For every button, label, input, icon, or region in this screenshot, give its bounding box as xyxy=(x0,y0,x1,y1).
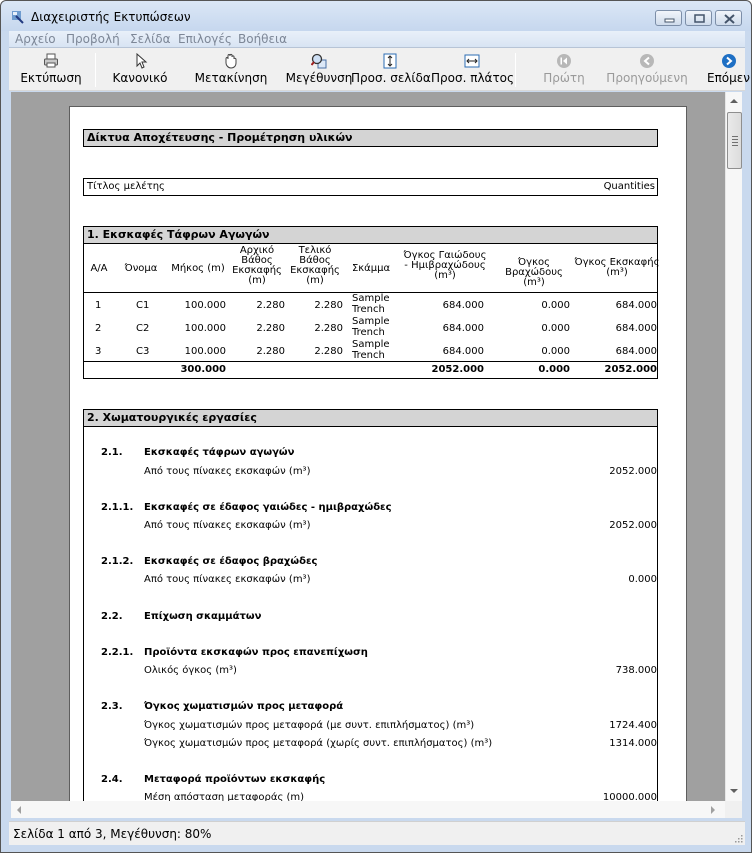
total-excavation: 2052.000 xyxy=(604,364,657,375)
study-title-value: Quantities xyxy=(603,181,655,192)
section2-title: 2. Χωματουργικές εργασίες xyxy=(83,409,658,427)
close-icon xyxy=(716,11,743,27)
line-value: 2052.000 xyxy=(609,466,657,477)
line-label: Όγκος χωματισμών προς μεταφορά (χωρίς συντ. επιπλήσματος) (m³) xyxy=(144,738,493,749)
menu-file[interactable]: Αρχείο xyxy=(15,32,56,46)
maximize-button[interactable] xyxy=(685,10,712,26)
item-number: 2.1. xyxy=(101,447,123,458)
line-value: 2052.000 xyxy=(609,520,657,531)
toolbar-separator xyxy=(515,53,516,87)
previous-page-label: Προηγούμενη xyxy=(606,71,688,85)
col-header-end-depth: Τελικό Βάθος Εκσκαφής (m) xyxy=(290,245,340,286)
line-label: Από τους πίνακες εκσκαφών (m³) xyxy=(144,466,311,477)
item-number: 2.2.1. xyxy=(101,647,134,658)
fit-width-icon xyxy=(464,53,480,69)
menu-view[interactable]: Προβολή xyxy=(66,32,120,46)
scroll-up-arrow-icon[interactable] xyxy=(730,99,738,103)
fit-page-button[interactable] xyxy=(351,48,429,91)
first-page-button[interactable] xyxy=(533,48,595,91)
next-page-icon xyxy=(721,53,737,69)
resize-grip-icon[interactable] xyxy=(733,833,743,843)
item-number: 2.1.1. xyxy=(101,502,134,513)
status-text: Σελίδα 1 από 3, Μεγέθυνση: 80% xyxy=(13,827,212,841)
minimize-icon xyxy=(656,11,683,27)
col-header-aa: Α/Α xyxy=(90,263,108,274)
item-number: 2.4. xyxy=(101,774,123,785)
zoom-label: Μεγέθυνση xyxy=(285,71,353,85)
menu-page[interactable]: Σελίδα xyxy=(130,32,171,46)
status-bar xyxy=(9,821,745,845)
next-page-button[interactable] xyxy=(699,48,752,91)
print-button[interactable] xyxy=(13,48,89,91)
col-header-length: Μήκος (m) xyxy=(171,263,225,274)
line-label: Όγκος χωματισμών προς μεταφορά (με συντ. επιπλήσματος) (m³) xyxy=(144,720,475,731)
report-title: Δίκτυα Αποχέτευσης - Προμέτρηση υλικών xyxy=(83,129,658,147)
scroll-down-arrow-icon[interactable] xyxy=(730,789,738,793)
line-value: 0.000 xyxy=(628,574,657,585)
previous-page-button[interactable] xyxy=(605,48,689,91)
close-button[interactable] xyxy=(715,10,742,26)
horizontal-scrollbar[interactable] xyxy=(11,801,725,818)
preview-viewport[interactable] xyxy=(11,92,725,801)
next-page-label: Επόμεν xyxy=(707,71,750,85)
item-title: Εκσκαφές τάφρων αγωγών xyxy=(144,447,295,458)
window-title: Διαχειριστής Εκτυπώσεων xyxy=(31,10,191,24)
scroll-right-arrow-icon[interactable] xyxy=(711,806,715,814)
item-number: 2.2. xyxy=(101,611,123,622)
previous-page-icon xyxy=(639,53,655,69)
pan-label: Μετακίνηση xyxy=(194,71,268,85)
col-header-excavation-volume: Όγκος Εκσκαφής (m³) xyxy=(574,257,660,278)
normal-label: Κανονικό xyxy=(112,71,168,85)
table-row: 1 C1 100.000 2.280 2.280 Sample Trench 684.000 0.000 684.000 xyxy=(95,293,657,315)
pan-button[interactable] xyxy=(185,48,277,91)
col-header-name: Όνομα xyxy=(124,263,158,274)
table-row: 2 C2 100.000 2.280 2.280 Sample Trench 684.000 0.000 684.000 xyxy=(95,316,657,338)
line-value: 1724.400 xyxy=(609,720,657,731)
earthworks-section xyxy=(83,427,658,801)
item-number: 2.1.2. xyxy=(101,556,134,567)
printer-icon xyxy=(43,53,59,69)
vertical-scroll-thumb[interactable] xyxy=(727,112,742,169)
study-title-row xyxy=(83,178,658,196)
col-header-rock-volume: Όγκος Βραχώδους (m³) xyxy=(505,257,563,288)
toolbar-separator xyxy=(95,53,96,87)
total-length: 300.000 xyxy=(180,364,226,375)
hand-icon xyxy=(223,53,239,69)
minimize-button[interactable] xyxy=(655,10,682,26)
menu-options[interactable]: Επιλογές xyxy=(178,32,232,46)
scroll-left-arrow-icon[interactable] xyxy=(17,806,21,814)
line-label: Μέση απόσταση μεταφοράς (m) xyxy=(144,792,305,801)
print-label: Εκτύπωση xyxy=(20,71,82,85)
app-icon xyxy=(11,10,25,24)
line-value: 1314.000 xyxy=(609,738,657,749)
report-page xyxy=(69,106,687,801)
normal-mode-button[interactable] xyxy=(105,48,175,91)
title-bar[interactable] xyxy=(1,1,751,31)
totals-row xyxy=(84,362,657,378)
section1-title: 1. Εκσκαφές Τάφρων Αγωγών xyxy=(83,226,658,244)
col-header-soil-volume: Όγκος Γαιώδους - Ημιβραχώδους (m³) xyxy=(403,250,487,281)
fit-width-button[interactable] xyxy=(431,48,513,91)
first-page-label: Πρώτη xyxy=(543,71,585,85)
table-row: 3 C3 100.000 2.280 2.280 Sample Trench 684.000 0.000 684.000 xyxy=(95,339,657,361)
trench-excavation-table xyxy=(83,244,658,379)
fit-page-icon xyxy=(382,53,398,69)
item-number: 2.3. xyxy=(101,701,123,712)
first-page-icon xyxy=(556,53,572,69)
item-title: Όγκος χωματισμών προς μεταφορά xyxy=(144,701,344,712)
fit-page-label: Προσ. σελίδα xyxy=(351,71,431,85)
menu-help[interactable]: Βοήθεια xyxy=(238,32,287,46)
menu-bar xyxy=(9,31,745,48)
total-rock: 0.000 xyxy=(538,364,570,375)
study-title-label: Τίτλος μελέτης xyxy=(87,181,165,192)
line-value: 10000.000 xyxy=(602,792,657,801)
magnifier-icon xyxy=(311,53,327,69)
line-label: Από τους πίνακες εκσκαφών (m³) xyxy=(144,520,311,531)
toolbar xyxy=(9,48,750,91)
vertical-scrollbar[interactable] xyxy=(725,92,742,801)
item-title: Μεταφορά προϊόντων εκσκαφής xyxy=(144,774,326,785)
item-title: Προϊόντα εκσκαφών προς επανεπίχωση xyxy=(144,647,368,658)
item-title: Επίχωση σκαμμάτων xyxy=(144,611,262,622)
pointer-icon xyxy=(132,53,148,69)
scroll-corner xyxy=(725,801,742,818)
item-title: Εκσκαφές σε έδαφος γαιώδες - ημιβραχώδες xyxy=(144,502,392,513)
line-label: Ολικός όγκος (m³) xyxy=(144,665,237,676)
line-label: Από τους πίνακες εκσκαφών (m³) xyxy=(144,574,311,585)
total-soil: 2052.000 xyxy=(431,364,484,375)
line-value: 738.000 xyxy=(615,665,657,676)
item-title: Εκσκαφές σε έδαφος βραχώδες xyxy=(144,556,318,567)
col-header-trench: Σκάμμα xyxy=(351,263,391,274)
col-header-start-depth: Αρχικό Βάθος Εκσκαφής (m) xyxy=(232,245,282,286)
maximize-icon xyxy=(686,11,713,27)
fit-width-label: Προσ. πλάτος xyxy=(431,71,515,85)
